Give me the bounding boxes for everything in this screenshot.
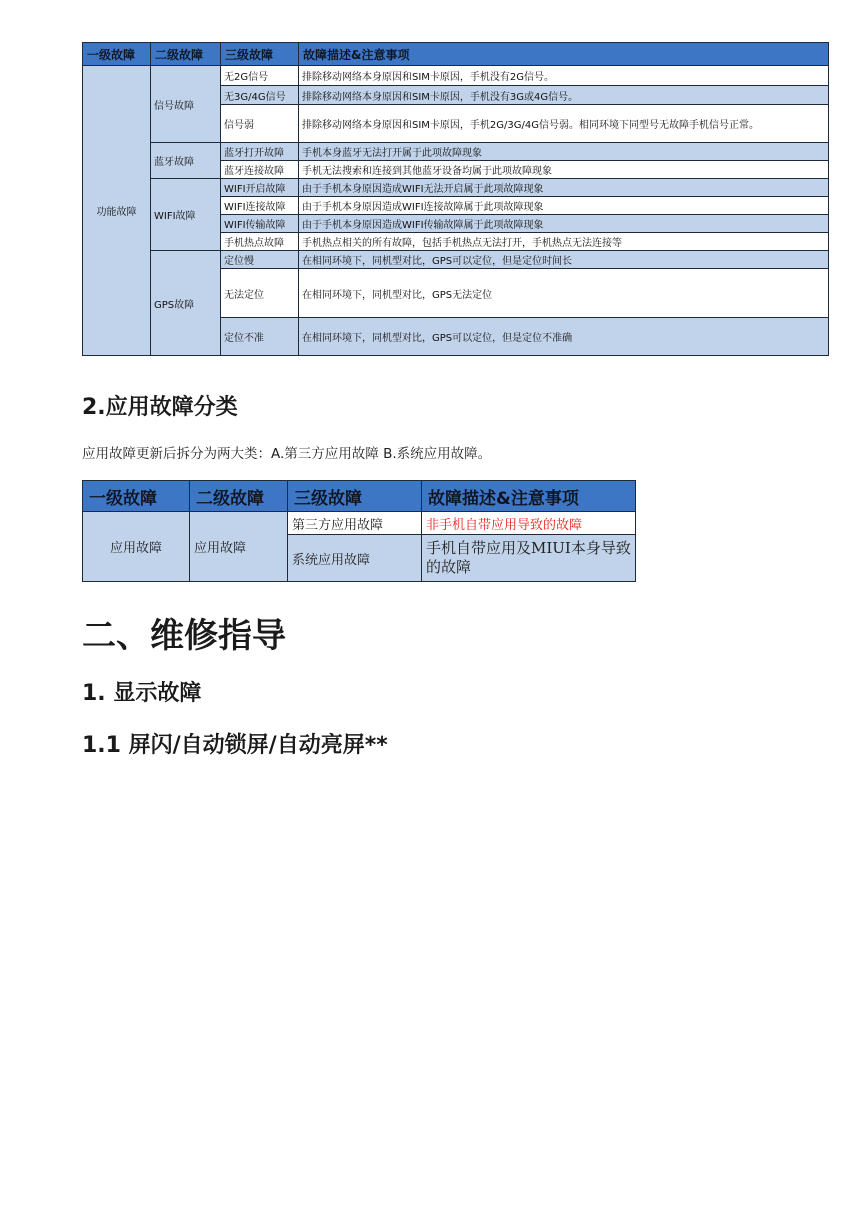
level2-cell: WIFI故障 xyxy=(151,179,221,251)
level2-cell: 信号故障 xyxy=(151,66,221,143)
desc-cell: 由于手机本身原因造成WIFI传输故障属于此项故障现象 xyxy=(299,215,829,233)
header-level1: 一级故障 xyxy=(83,43,151,66)
function-fault-table xyxy=(82,42,829,356)
table-header-row xyxy=(83,43,829,66)
level3-cell: 定位慢 xyxy=(221,251,299,269)
chapter-heading: 二、维修指导 xyxy=(82,616,286,656)
table-row xyxy=(83,143,829,161)
section-paragraph: 应用故障更新后拆分为两大类：A.第三方应用故障 B.系统应用故障。 xyxy=(82,446,492,462)
level1-cell: 应用故障 xyxy=(83,512,190,582)
desc-cell: 由于手机本身原因造成WIFI无法开启属于此项故障现象 xyxy=(299,179,829,197)
desc-cell: 手机无法搜索和连接到其他蓝牙设备均属于此项故障现象 xyxy=(299,161,829,179)
level3-cell: 第三方应用故障 xyxy=(288,512,422,535)
level3-cell: 蓝牙打开故障 xyxy=(221,143,299,161)
desc-cell: 由于手机本身原因造成WIFI连接故障属于此项故障现象 xyxy=(299,197,829,215)
table-row xyxy=(83,512,636,535)
section-heading: 2.应用故障分类 xyxy=(82,395,238,420)
table-row xyxy=(83,251,829,269)
header-description: 故障描述&注意事项 xyxy=(422,481,636,512)
table-row xyxy=(83,179,829,197)
level3-cell: 无法定位 xyxy=(221,269,299,318)
header-level2: 二级故障 xyxy=(151,43,221,66)
level3-cell: 蓝牙连接故障 xyxy=(221,161,299,179)
desc-cell: 在相同环境下，同机型对比，GPS无法定位 xyxy=(299,269,829,318)
subsubsection-heading: 1.1 屏闪/自动锁屏/自动亮屏** xyxy=(82,733,388,758)
level3-cell: 定位不准 xyxy=(221,318,299,356)
level3-cell: 无2G信号 xyxy=(221,66,299,86)
level2-cell: GPS故障 xyxy=(151,251,221,356)
table-header-row xyxy=(83,481,636,512)
desc-cell: 排除移动网络本身原因和SIM卡原因，手机没有3G或4G信号。 xyxy=(299,86,829,105)
level3-cell: WIFI连接故障 xyxy=(221,197,299,215)
level2-cell: 蓝牙故障 xyxy=(151,143,221,179)
level2-cell: 应用故障 xyxy=(190,512,288,582)
desc-cell: 手机自带应用及MIUI本身导致的故障 xyxy=(422,535,636,582)
desc-cell: 排除移动网络本身原因和SIM卡原因，手机2G/3G/4G信号弱。相同环境下同型号无故障手机信号正常。 xyxy=(299,105,829,143)
desc-cell: 手机本身蓝牙无法打开属于此项故障现象 xyxy=(299,143,829,161)
desc-cell: 非手机自带应用导致的故障 xyxy=(422,512,636,535)
subsection-heading: 1. 显示故障 xyxy=(82,681,202,706)
level3-cell: 信号弱 xyxy=(221,105,299,143)
header-level3: 三级故障 xyxy=(288,481,422,512)
level1-cell: 功能故障 xyxy=(83,66,151,356)
desc-cell: 排除移动网络本身原因和SIM卡原因，手机没有2G信号。 xyxy=(299,66,829,86)
level3-cell: 系统应用故障 xyxy=(288,535,422,582)
app-fault-table xyxy=(82,480,636,582)
header-level1: 一级故障 xyxy=(83,481,190,512)
header-level3: 三级故障 xyxy=(221,43,299,66)
desc-cell: 在相同环境下，同机型对比，GPS可以定位，但是定位不准确 xyxy=(299,318,829,356)
level3-cell: WIFI开启故障 xyxy=(221,179,299,197)
desc-cell: 在相同环境下，同机型对比，GPS可以定位，但是定位时间长 xyxy=(299,251,829,269)
header-level2: 二级故障 xyxy=(190,481,288,512)
level3-cell: WIFI传输故障 xyxy=(221,215,299,233)
level3-cell: 手机热点故障 xyxy=(221,233,299,251)
header-description: 故障描述&注意事项 xyxy=(299,43,829,66)
level3-cell: 无3G/4G信号 xyxy=(221,86,299,105)
desc-cell: 手机热点相关的所有故障，包括手机热点无法打开，手机热点无法连接等 xyxy=(299,233,829,251)
table-row xyxy=(83,66,829,86)
